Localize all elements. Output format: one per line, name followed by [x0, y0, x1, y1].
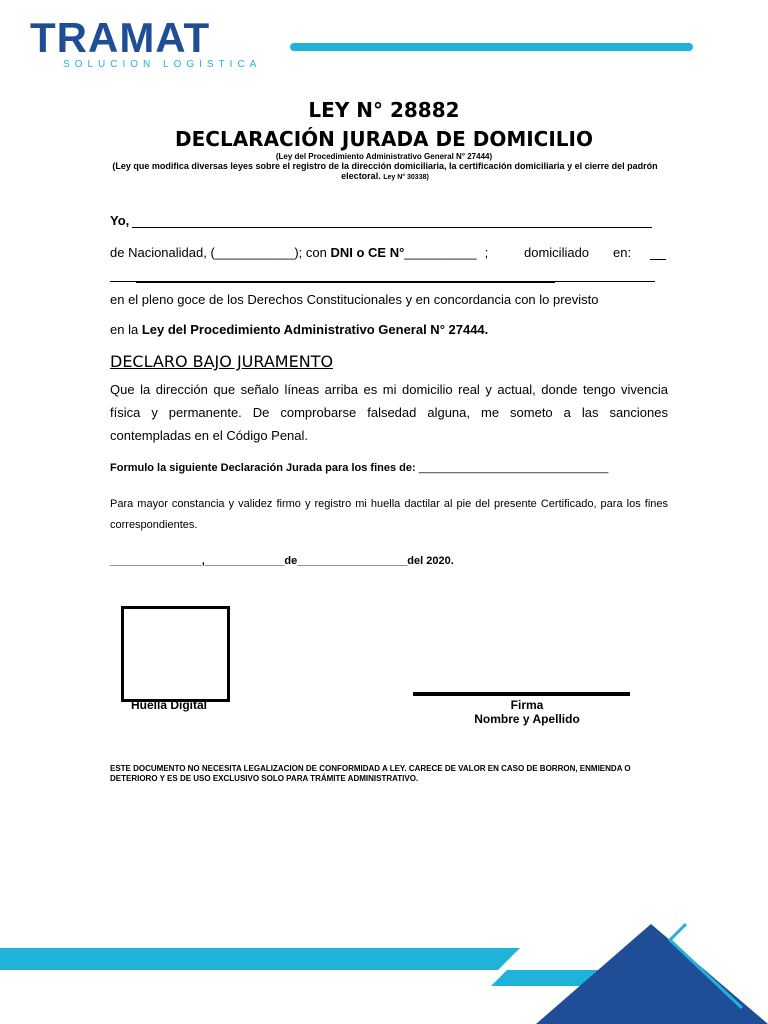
domiciliado-label: domiciliado [524, 245, 590, 260]
law-reference-bold: Ley del Procedimiento Administrativo General N° 27444. [141, 322, 489, 337]
law-reference-line [110, 322, 488, 337]
signature-label: Firma [510, 698, 544, 712]
date-line[interactable]: _______________,_____________de__________________del 2020. [110, 555, 454, 567]
declaration-heading: DECLARO BAJO JURAMENTO [110, 352, 334, 371]
purpose-label: Formulo la siguiente Declaración Jurada para los fines de: [110, 462, 416, 474]
company-logo [30, 14, 270, 74]
law-reference-prefix: en la [110, 322, 139, 337]
dni-label: DNI o CE N° [330, 245, 405, 260]
header-accent-bar [290, 43, 693, 51]
address-field-bold [136, 281, 555, 283]
semicolon: ; [484, 245, 489, 260]
name-field[interactable] [132, 227, 652, 228]
subtitle-law-30338-text: (Ley que modifica diversas leyes sobre el registro de la dirección domiciliaria, la certificación domiciliaria y el cierre del padrón electoral. [112, 161, 658, 181]
purpose-field[interactable]: _______________________________ [418, 462, 609, 474]
nationality-label: de Nacionalidad, ( [110, 245, 215, 260]
footer-decoration [0, 910, 768, 1024]
constancia-paragraph: Para mayor constancia y validez firmo y registro mi huella dactilar al pie del presente Certificado, para los fines correspondientes. [110, 498, 668, 531]
purpose-line [110, 462, 608, 474]
dni-field[interactable]: __________ [404, 245, 477, 260]
logo-tagline: SOLUCION LOGISTICA [63, 59, 262, 70]
law-title: LEY N° 28882 [308, 98, 460, 122]
fingerprint-box[interactable] [121, 606, 230, 702]
logo-wordmark: TRAMAT [30, 14, 211, 61]
document-title: DECLARACIÓN JURADA DE DOMICILIO [175, 127, 593, 151]
address-field-start[interactable] [650, 259, 666, 260]
legal-notice: ESTE DOCUMENTO NO NECESITA LEGALIZACION DE CONFORMIDAD A LEY. CARECE DE VALOR EN CASO DE BORRON, ENMIENDA O DETERIORO Y ES DE USO EXCLUSIVO SOLO PARA TRÁMITE ADMINISTRATIVO. [110, 764, 631, 783]
nationality-line [110, 245, 488, 260]
subtitle-law-27444: (Ley del Procedimiento Administrativo General N° 27444) [275, 152, 493, 161]
en-label: en: [613, 245, 632, 260]
nationality-field[interactable]: ___________ [214, 245, 295, 260]
full-name-label: Nombre y Apellido [474, 712, 580, 726]
signature-line[interactable] [413, 692, 630, 696]
nationality-close: ); con [294, 245, 327, 260]
footer-stripe [0, 948, 520, 970]
declaration-paragraph: Que la dirección que señalo líneas arriba es mi domicilio real y actual, donde tengo vivencia física y permanente. De comprobarse falsedad alguna, me someto a las sanciones contempladas en el Código Penal. [110, 382, 668, 443]
constitutional-text: en el pleno goce de los Derechos Constitucionales y en concordancia con lo previsto [110, 292, 599, 307]
fingerprint-label: Huella Digital [130, 698, 207, 712]
subtitle-law-30338-ref: Ley N° 30338) [383, 174, 429, 181]
yo-label: Yo, [110, 213, 130, 228]
subtitle-law-30338 [110, 161, 660, 183]
